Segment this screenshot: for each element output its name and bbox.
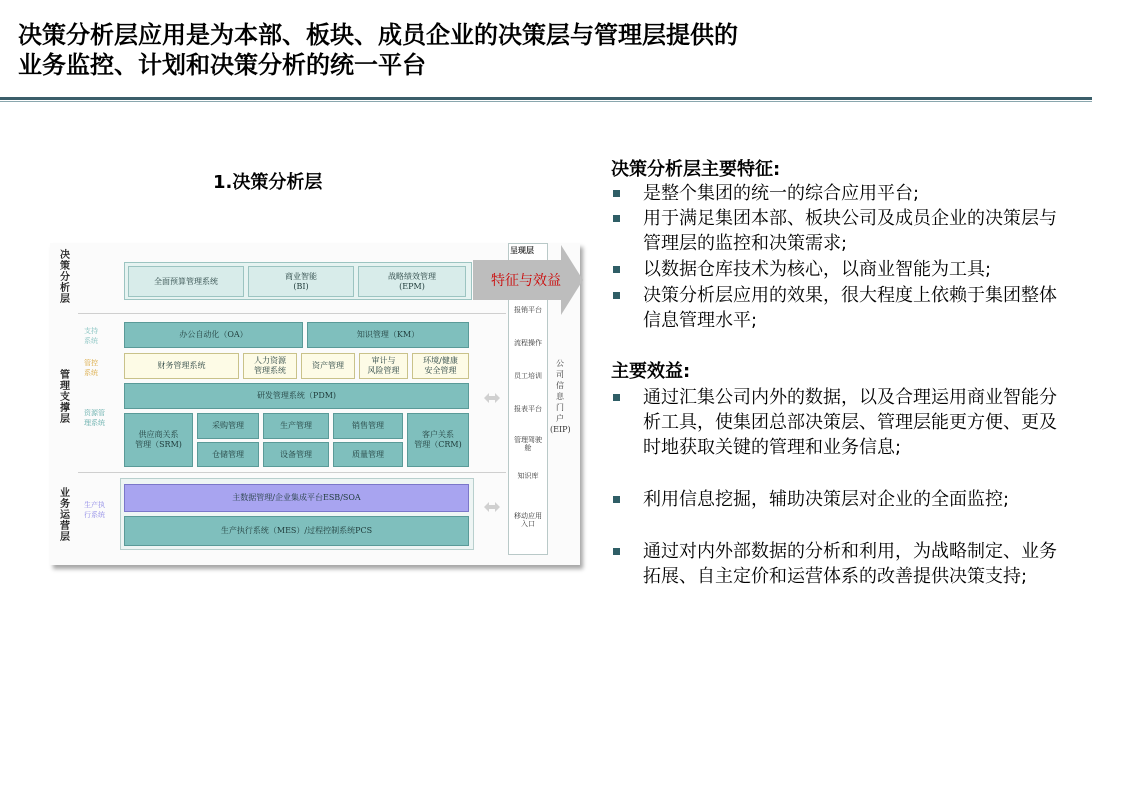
epm-box: 战略绩效管理 (EPM) [358,266,466,297]
arrow-label: 特征与效益 [491,273,561,289]
production-box: 生产管理 [263,413,329,439]
eip-label: 公 司 信 息 门 户 (EIP) [550,359,571,434]
title-rule-thick [0,97,1092,100]
title-rule-thin [0,101,1092,102]
benefits-title: 主要效益: [611,361,691,382]
audit-box: 审计与 风险管理 [359,353,408,379]
portal-item-cockpit: 管理驾驶舱 [514,436,542,452]
portal-header: 呈现层 [510,245,534,255]
layer-label-operations: 业务运营层 [60,488,70,543]
bullet-square-icon [613,292,620,299]
oa-box: 办公自动化（OA） [124,322,303,348]
features-title: 决策分析层主要特征: [611,159,781,180]
bullet-square-icon [613,266,620,273]
double-arrow-icon [484,500,500,514]
feature-item: 决策分析层应用的效果，很大程度上依赖于集团整体信息管理水平; [611,283,1061,333]
sublabel-production-exec: 生产执 行系统 [84,501,105,519]
finance-box: 财务管理系统 [124,353,239,379]
ehs-box: 环境/健康 安全管理 [412,353,469,379]
sublabel-manage-system: 管控 系统 [84,359,98,377]
bullet-square-icon [613,215,620,222]
sublabel-resource-system: 资源管 理系统 [84,409,105,427]
benefit-item: 通过汇集公司内外的数据，以及合理运用商业智能分析工具，使集团总部决策层、管理层能更方便、更及时地获取关键的管理和业务信息; [611,385,1061,460]
portal-item-reporting: 报表平台 [514,405,542,413]
portal-item-mobile: 移动应用入口 [514,512,542,528]
crm-box: 客户关系 管理（CRM) [407,413,469,467]
bullet-square-icon [613,190,620,197]
benefit-item: 利用信息挖掘，辅助决策层对企业的全面监控; [611,487,1061,512]
portal-item-knowledge: 知识库 [517,472,539,480]
slide-title [18,20,1018,80]
slide-title-line2: 业务监控、计划和决策分析的统一平台 [18,51,426,79]
budget-box: 全面预算管理系统 [128,266,244,297]
km-box: 知识管理（KM） [307,322,469,348]
feature-item: 用于满足集团本部、板块公司及成员企业的决策层与管理层的监控和决策需求; [611,206,1061,256]
equipment-box: 设备管理 [263,442,329,467]
bullet-square-icon [613,496,620,503]
portal-item-training: 员工培训 [514,372,542,380]
quality-box: 质量管理 [333,442,403,467]
feature-item: 是整个集团的统一的综合应用平台; [611,181,1061,206]
bullet-square-icon [613,548,620,555]
layer-separator [78,472,506,473]
layer-label-management: 管理支撑层 [60,370,70,425]
diagram-heading: 1.决策分析层 [213,172,323,193]
feature-item: 以数据仓库技术为核心，以商业智能为工具; [611,257,1061,282]
esb-box: 主数据管理/企业集成平台ESB/SOA [124,484,469,512]
warehouse-box: 仓储管理 [197,442,259,467]
bi-box: 商业智能 (BI) [248,266,354,297]
slide-title-line1: 决策分析层应用是为本部、板块、成员企业的决策层与管理层提供的 [18,21,738,49]
bullet-square-icon [613,394,620,401]
hr-box: 人力资源 管理系统 [243,353,297,379]
srm-box: 供应商关系 管理（SRM) [124,413,193,467]
layer-separator [78,313,506,314]
sales-box: 销售管理 [333,413,403,439]
purchase-box: 采购管理 [197,413,259,439]
sublabel-support-system: 支持 系统 [84,327,98,345]
asset-box: 资产管理 [301,353,355,379]
pdm-box: 研发管理系统（PDM) [124,383,469,409]
portal-item-report: 报销平台 [514,306,542,314]
benefit-item: 通过对内外部数据的分析和利用，为战略制定、业务拓展、自主定价和运营体系的改善提供决策支持; [611,539,1061,589]
portal-item-workflow: 流程操作 [514,339,542,347]
layer-label-decision: 决策分析层 [60,250,70,305]
double-arrow-icon [484,391,500,405]
mes-box: 生产执行系统（MES）/过程控制系统PCS [124,516,469,546]
